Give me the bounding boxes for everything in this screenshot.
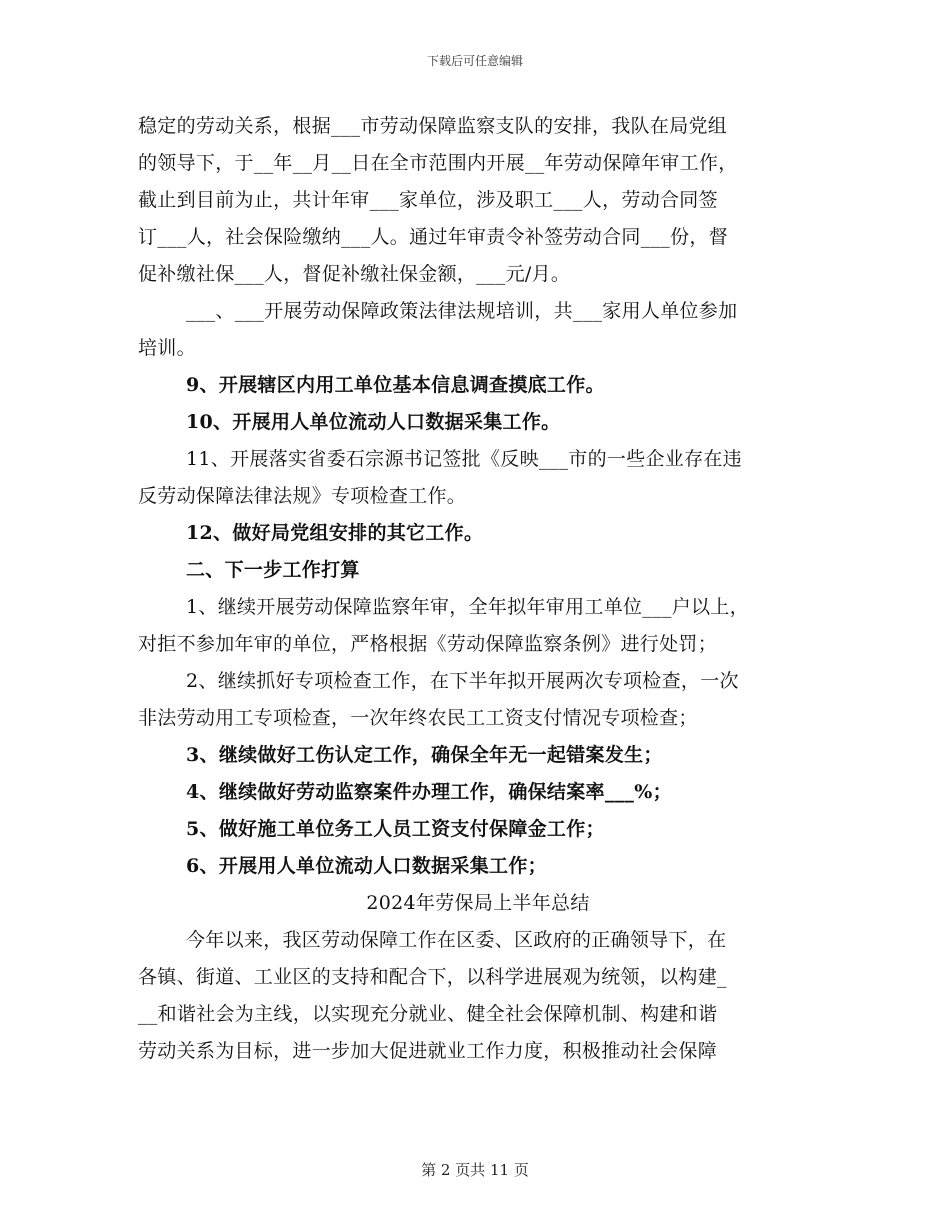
- paragraph-line: 非法劳动用工专项检查，一次年终农民工工资支付情况专项检查；: [138, 707, 698, 729]
- page-header: 下载后可任意编辑: [426, 54, 523, 68]
- paragraph-line: 促补缴社保___人，督促补缴社保金额，___元/月。: [138, 263, 571, 285]
- paragraph-line: 反劳动保障法律法规》专项检查工作。: [138, 485, 467, 507]
- paragraph-line: ___、___开展劳动保障政策法律法规培训，共___家用人单位参加: [186, 300, 738, 322]
- list-item-9: 9、开展辖区内用工单位基本信息调查摸底工作。: [186, 374, 605, 396]
- plan-item-6: 6、开展用人单位流动人口数据采集工作；: [186, 855, 547, 877]
- plan-item-4: 4、继续做好劳动监察案件办理工作，确保结案率___%；: [186, 781, 672, 803]
- paragraph-line: 对拒不参加年审的单位，严格根据《劳动保障监察条例》进行处罚；: [138, 633, 718, 655]
- document-title: 2024年劳保局上半年总结: [366, 892, 590, 914]
- paragraph-line: 的领导下，于__年__月__日在全市范围内开展__年劳动保障年审工作，: [138, 152, 738, 174]
- paragraph-line: 截止到目前为止，共计年审___家单位，涉及职工___人，劳动合同签: [138, 189, 718, 211]
- paragraph-line: 稳定的劳动关系，根据___市劳动保障监察支队的安排，我队在局党组: [138, 115, 728, 137]
- paragraph-line: 培训。: [138, 337, 196, 359]
- plan-item-2: 2、继续抓好专项检查工作，在下半年拟开展两次专项检查，一次: [186, 670, 739, 692]
- paragraph-line: 劳动关系为目标，进一步加大促进就业工作力度，积极推动社会保障: [138, 1040, 718, 1062]
- section-heading: 二、下一步工作打算: [186, 559, 360, 581]
- list-item-12: 12、做好局党组安排的其它工作。: [186, 522, 484, 544]
- list-item-10: 10、开展用人单位流动人口数据采集工作。: [186, 411, 561, 433]
- plan-item-3: 3、继续做好工伤认定工作，确保全年无一起错案发生；: [186, 744, 663, 766]
- paragraph-line: __和谐社会为主线，以实现充分就业、健全社会保障机制、构建和谐: [138, 1003, 718, 1025]
- paragraph-line: 今年以来，我区劳动保障工作在区委、区政府的正确领导下，在: [186, 929, 727, 951]
- paragraph-line: 订___人，社会保险缴纳___人。通过年审责令补签劳动合同___份，督: [138, 226, 729, 248]
- document-body: [138, 108, 818, 1070]
- plan-item-5: 5、做好施工单位务工人员工资支付保障金工作；: [186, 818, 605, 840]
- plan-item-1: 1、继续开展劳动保障监察年审，全年拟年审用工单位___户以上，: [186, 596, 749, 618]
- page-footer: 第 2 页共 11 页: [421, 1161, 529, 1179]
- list-item-11: 11、开展落实省委石宗源书记签批《反映___市的一些企业存在违: [186, 448, 742, 470]
- paragraph-line: 各镇、街道、工业区的支持和配合下，以科学进展观为统领，以构建_: [138, 966, 727, 988]
